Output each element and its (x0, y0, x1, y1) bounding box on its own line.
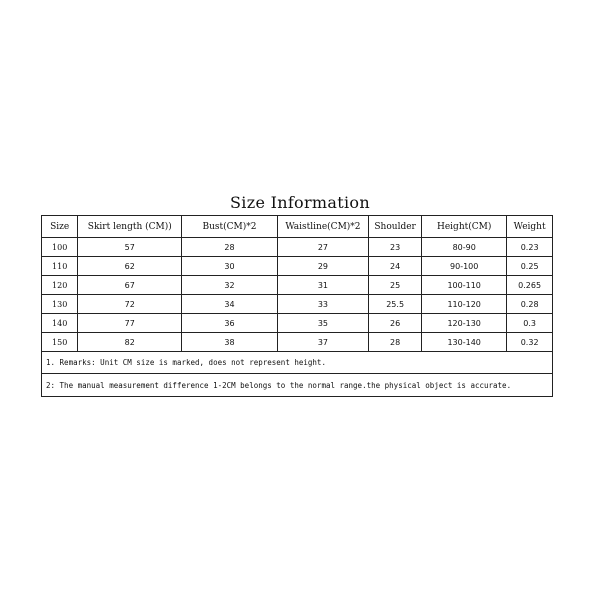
cell-height: 90-100 (422, 257, 507, 276)
cell-waistline: 31 (277, 276, 368, 295)
cell-size: 140 (42, 314, 78, 333)
header-height: Height(CM) (422, 216, 507, 238)
cell-bust: 32 (182, 276, 278, 295)
cell-height: 80-90 (422, 238, 507, 257)
cell-waistline: 29 (277, 257, 368, 276)
cell-waistline: 35 (277, 314, 368, 333)
table-row (42, 314, 553, 333)
cell-bust: 34 (182, 295, 278, 314)
cell-size: 150 (42, 333, 78, 352)
table-row (42, 276, 553, 295)
cell-shoulder: 28 (369, 333, 422, 352)
cell-shoulder: 25.5 (369, 295, 422, 314)
table-row (42, 295, 553, 314)
table-row (42, 257, 553, 276)
cell-shoulder: 25 (369, 276, 422, 295)
cell-height: 110-120 (422, 295, 507, 314)
table-row (42, 333, 553, 352)
cell-weight: 0.28 (507, 295, 553, 314)
header-skirt-length: Skirt length (CM)) (78, 216, 182, 238)
remark-note-2: 2: The manual measurement difference 1-2CM belongs to the normal range.the physical object is accurate. (42, 374, 553, 397)
cell-weight: 0.265 (507, 276, 553, 295)
cell-shoulder: 24 (369, 257, 422, 276)
cell-shoulder: 23 (369, 238, 422, 257)
cell-weight: 0.32 (507, 333, 553, 352)
page-title: Size Information (230, 193, 370, 212)
note-row (42, 352, 553, 374)
note-row (42, 374, 553, 397)
cell-size: 110 (42, 257, 78, 276)
cell-size: 100 (42, 238, 78, 257)
cell-skirt-length: 62 (78, 257, 182, 276)
cell-skirt-length: 82 (78, 333, 182, 352)
cell-skirt-length: 57 (78, 238, 182, 257)
cell-bust: 36 (182, 314, 278, 333)
cell-bust: 38 (182, 333, 278, 352)
cell-bust: 28 (182, 238, 278, 257)
cell-weight: 0.3 (507, 314, 553, 333)
cell-height: 120-130 (422, 314, 507, 333)
header-shoulder: Shoulder (369, 216, 422, 238)
header-waistline: Waistline(CM)*2 (277, 216, 368, 238)
cell-weight: 0.23 (507, 238, 553, 257)
cell-shoulder: 26 (369, 314, 422, 333)
cell-waistline: 33 (277, 295, 368, 314)
cell-height: 100-110 (422, 276, 507, 295)
cell-skirt-length: 72 (78, 295, 182, 314)
cell-skirt-length: 67 (78, 276, 182, 295)
header-size: Size (42, 216, 78, 238)
cell-size: 120 (42, 276, 78, 295)
table-header-row (42, 216, 553, 238)
header-bust: Bust(CM)*2 (182, 216, 278, 238)
cell-waistline: 37 (277, 333, 368, 352)
size-chart-table (41, 215, 553, 397)
remark-note-1: 1. Remarks: Unit CM size is marked, does not represent height. (42, 352, 553, 374)
table-row (42, 238, 553, 257)
cell-height: 130-140 (422, 333, 507, 352)
header-weight: Weight (507, 216, 553, 238)
cell-weight: 0.25 (507, 257, 553, 276)
cell-skirt-length: 77 (78, 314, 182, 333)
cell-bust: 30 (182, 257, 278, 276)
cell-waistline: 27 (277, 238, 368, 257)
cell-size: 130 (42, 295, 78, 314)
